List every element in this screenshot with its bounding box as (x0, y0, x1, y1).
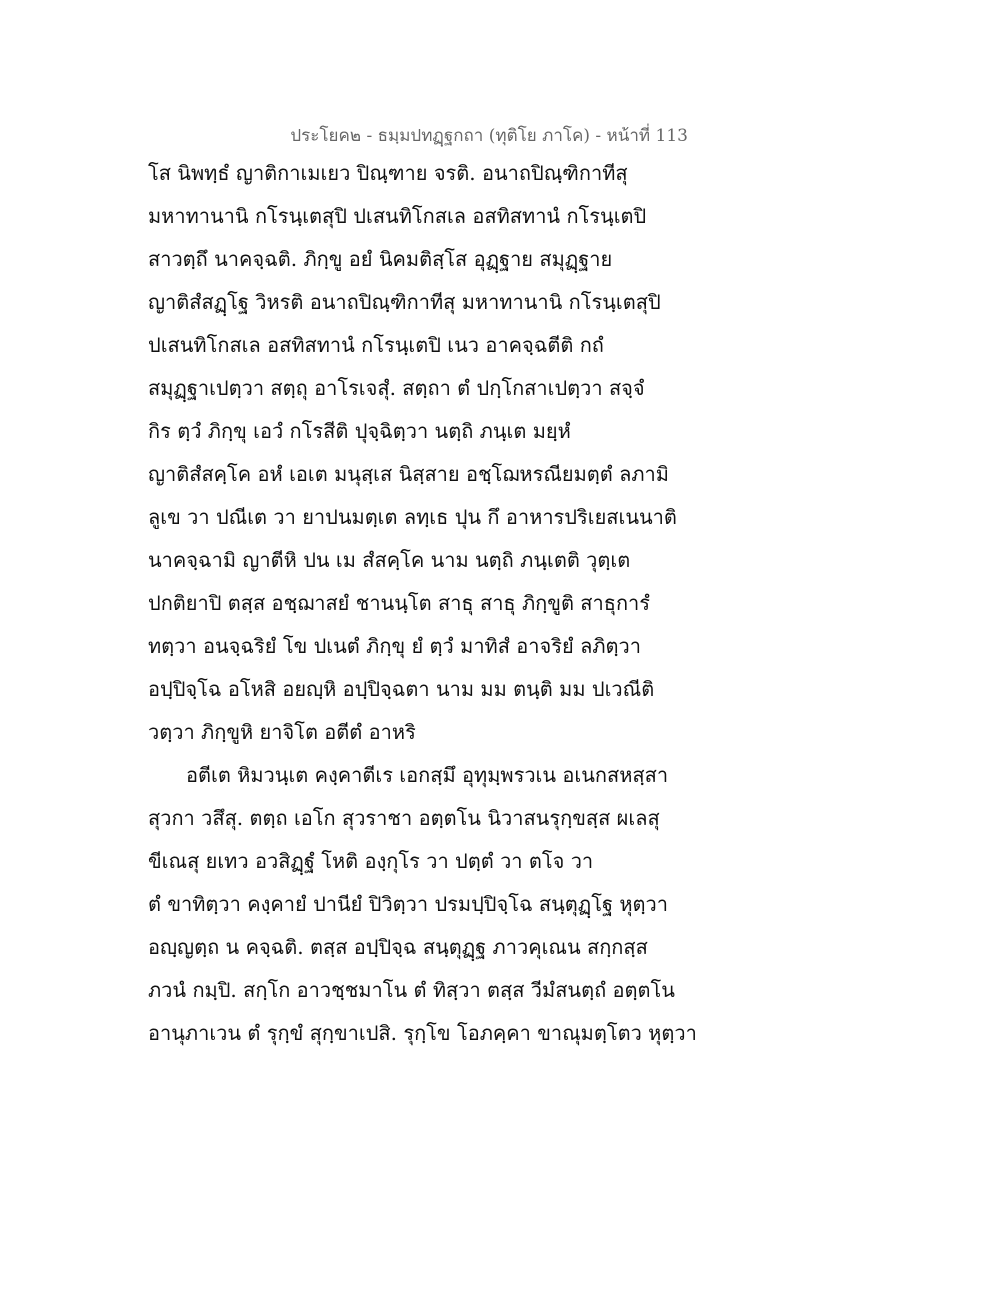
text-line: ลูเข วา ปณีเต วา ยาปนมตฺเต ลทฺเธ ปุน กึ อาหารปริเยสเนนาติ (148, 505, 677, 529)
text-line: ญาติสํสฏฺโฐ วิหรติ อนาถปิณฺฑิกาทีสุ มหาทานานิ กโรนฺเตสุปิ (148, 290, 661, 314)
text-line: กิร ตฺวํ ภิกฺขุ เอวํ กโรสีติ ปุจฺฉิตฺวา นตฺถิ ภนฺเต มยฺหํ (148, 419, 571, 443)
text-line: ภวนํ กมฺปิ. สกฺโก อาวชฺชมาโน ตํ ทิสฺวา ตสฺส วีมํสนตฺถํ อตฺตโน (148, 978, 675, 1002)
text-line: นาคจฺฉามิ ญาตีหิ ปน เม สํสคฺโค นาม นตฺถิ ภนฺเตติ วุตฺเต (148, 548, 631, 572)
text-line: วตฺวา ภิกฺขูหิ ยาจิโต อตีตํ อาหริ (148, 720, 416, 744)
body-text (148, 152, 868, 1055)
text-line: อตีเต หิมวนฺเต คงฺคาตีเร เอกสฺมึ อุทุมฺพรวเน อเนกสหสฺสา (186, 763, 669, 787)
text-line: ญาติสํสคฺโค อหํ เอเต มนุสฺเส นิสฺสาย อชฺโฌหรณียมตฺตํ ลภามิ (148, 462, 669, 486)
text-line: ขีเณสุ ยเทว อวสิฏฺฐํ โหติ องฺกุโร วา ปตฺตํ วา ตโจ วา (148, 849, 594, 873)
text-line: อานุภาเวน ตํ รุกฺขํ สุกฺขาเปสิ. รุกฺโข โอภคฺคา ขาณุมตฺโตว หุตฺวา (148, 1021, 697, 1045)
text-line: ตํ ขาทิตฺวา คงฺคายํ ปานียํ ปิวิตฺวา ปรมปฺปิจฺโฉ สนฺตุฏฺโฐ หุตฺวา (148, 892, 668, 916)
text-line: ทตฺวา อนจฺฉริยํ โข ปเนตํ ภิกฺขุ ยํ ตฺวํ มาทิสํ อาจริยํ ลภิตฺวา (148, 634, 641, 658)
text-line: สมุฏฺฐาเปตฺวา สตฺถุ อาโรเจสุํ. สตฺถา ตํ ปกฺโกสาเปตฺวา สจฺจํ (148, 376, 645, 400)
text-line: อญฺญตฺถ น คจฺฉติ. ตสฺส อปฺปิจฺฉ สนฺตุฏฺฐ ภาวคุเณน สกฺกสฺส (148, 935, 648, 959)
text-line: สุวกา วสึสุ. ตตฺถ เอโก สุวราชา อตฺตโน นิวาสนรุกฺขสฺส ผเลสุ (148, 806, 660, 830)
running-header: ประโยค๒ - ธมฺมปทฏฺฐกถา (ทุติโย ภาโค) - หน้าที่ 113 (290, 126, 688, 146)
text-line: ปเสนทิโกสเล อสทิสทานํ กโรนฺเตปิ เนว อาคจฺฉตีติ กถํ (148, 333, 604, 357)
text-line: ปกติยาปิ ตสฺส อชฺฌาสยํ ชานนฺโต สาธุ สาธุ ภิกฺขูติ สาธุการํ (148, 591, 651, 615)
text-line: สาวตฺถึ นาคจฺฉติ. ภิกฺขู อยํ นิคมติสฺโส อุฏฺฐาย สมุฏฺฐาย (148, 247, 613, 271)
paragraph-2 (148, 754, 868, 1055)
paragraph-1 (148, 152, 868, 754)
text-line: โส นิพทฺธํ ญาติกาเมเยว ปิณฺฑาย จรติ. อนาถปิณฺฑิกาทีสุ (148, 161, 628, 185)
text-line: มหาทานานิ กโรนฺเตสุปิ ปเสนทิโกสเล อสทิสทานํ กโรนฺเตปิ (148, 204, 647, 228)
text-line: อปฺปิจฺโฉ อโหสิ อยญฺหิ อปฺปิจฺฉตา นาม มม ตนฺติ มม ปเวณีติ (148, 677, 655, 701)
